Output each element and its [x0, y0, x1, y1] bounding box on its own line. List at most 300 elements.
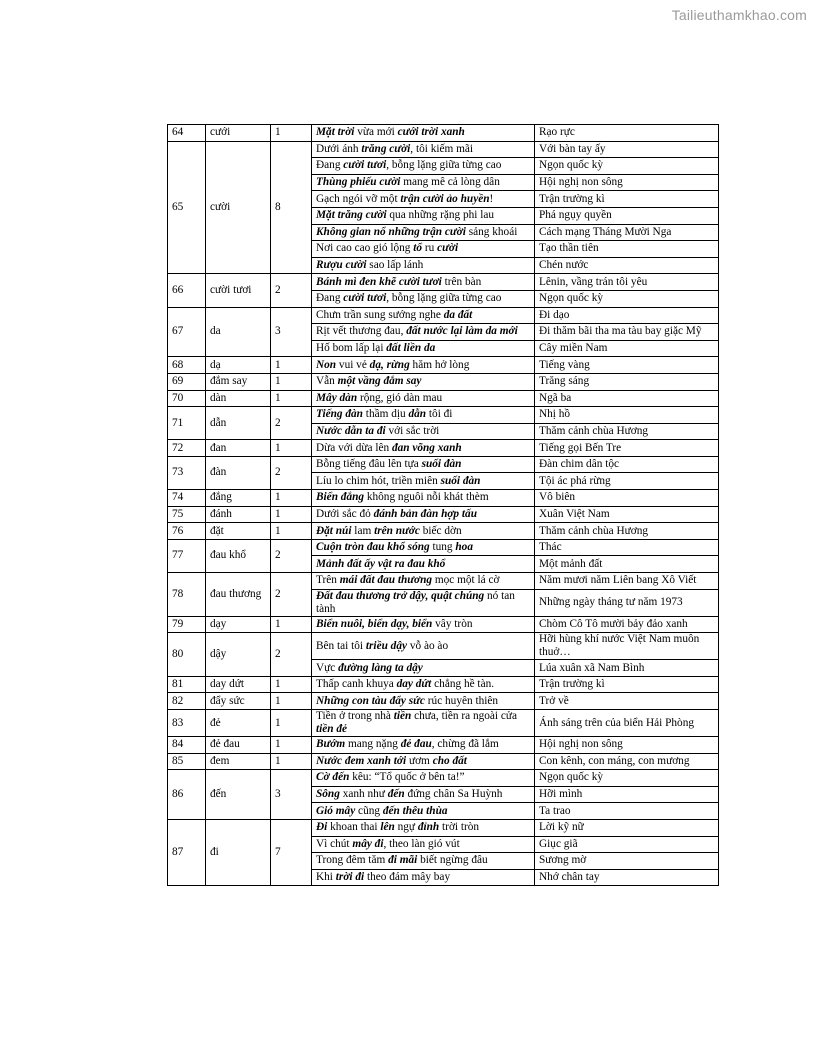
- entry-word: đẻ đau: [206, 737, 271, 754]
- line-text: mang nặng: [345, 738, 401, 751]
- line-text: Khi: [316, 871, 336, 884]
- line-text: biết ngừng đâu: [417, 854, 488, 867]
- poem-title: Tạo thần tiên: [535, 241, 719, 258]
- line-text: Dừa với dừa lên: [316, 441, 392, 454]
- line-text: vui vẻ: [336, 358, 370, 371]
- line-text: tôi đi: [426, 408, 453, 421]
- entry-count: 2: [271, 633, 312, 677]
- entry-count: 1: [271, 357, 312, 374]
- poem-title: Trận trường kì: [535, 191, 719, 208]
- entry-word: đặt: [206, 523, 271, 540]
- example-line: [312, 125, 535, 142]
- example-line: [312, 573, 535, 590]
- example-line: [312, 241, 535, 258]
- line-text: vỗ ào ào: [407, 639, 449, 652]
- poem-title: Đi dạo: [535, 307, 719, 324]
- table-row: [168, 456, 719, 473]
- example-line: [312, 853, 535, 870]
- line-text: Vì chút: [316, 837, 353, 850]
- entry-number: 83: [168, 710, 206, 737]
- poem-title: Chén nước: [535, 257, 719, 274]
- entry-word: đan: [206, 440, 271, 457]
- emphasized-phrase: Biển đắng: [316, 491, 365, 504]
- poem-title: Thăm cảnh chùa Hương: [535, 523, 719, 540]
- example-line: [312, 307, 535, 324]
- emphasized-phrase: cười tươi: [343, 159, 387, 172]
- emphasized-phrase: tổ: [413, 242, 423, 255]
- line-text: Líu lo chim hót, triền miên: [316, 474, 441, 487]
- table-row: [168, 506, 719, 523]
- line-text: với sắc trời: [385, 424, 440, 437]
- line-text: sảng khoái: [465, 225, 518, 238]
- emphasized-phrase: tiền: [393, 710, 412, 722]
- line-text: !: [489, 192, 494, 205]
- line-text: vừa mới: [354, 126, 398, 139]
- entry-word: dậy: [206, 633, 271, 677]
- emphasized-phrase: đỉnh: [417, 821, 440, 834]
- example-line: [312, 274, 535, 291]
- example-line: [312, 456, 535, 473]
- line-text: , theo làn gió vút: [383, 837, 460, 850]
- entry-number: 67: [168, 307, 206, 357]
- example-line: [312, 141, 535, 158]
- poem-title: Nhớ chân tay: [535, 869, 719, 886]
- emphasized-phrase: cưới trời xanh: [397, 126, 465, 139]
- entry-word: dạ: [206, 357, 271, 374]
- poem-title: Chòm Cô Tô mười bảy đảo xanh: [535, 616, 719, 633]
- line-text: chẳng hề tàn.: [431, 678, 495, 691]
- emphasized-phrase: Mặt trời: [316, 126, 355, 139]
- poem-title: Những ngày tháng tư năm 1973: [535, 589, 719, 616]
- entry-count: 1: [271, 737, 312, 754]
- example-line: [312, 753, 535, 770]
- example-line: [312, 207, 535, 224]
- watermark-text: Tailieuthamkhao.com: [671, 7, 807, 23]
- example-line: [312, 819, 535, 836]
- example-line: [312, 191, 535, 208]
- poem-title: Phá ngụy quyền: [535, 207, 719, 224]
- emphasized-phrase: trận cười ảo huyền: [400, 192, 490, 205]
- entry-count: 1: [271, 440, 312, 457]
- entry-count: 3: [271, 770, 312, 820]
- entry-count: 1: [271, 616, 312, 633]
- example-line: [312, 523, 535, 540]
- line-text: khoan thai: [327, 821, 381, 834]
- emphasized-phrase: day dứt: [396, 678, 432, 691]
- line-text: không nguôi nỗi khát thèm: [364, 491, 489, 504]
- table-row: [168, 573, 719, 590]
- line-text: Đang: [316, 292, 344, 305]
- entry-count: 1: [271, 676, 312, 693]
- example-line: [312, 660, 535, 677]
- poem-title: Ta trao: [535, 803, 719, 820]
- entry-word: đến: [206, 770, 271, 820]
- table-row: [168, 390, 719, 407]
- poem-title: Tội ác phá rừng: [535, 473, 719, 490]
- emphasized-phrase: mái đất đau thương: [339, 574, 433, 587]
- example-line: [312, 290, 535, 307]
- emphasized-phrase: đi mãi: [388, 854, 418, 867]
- line-text: , bỗng lặng giữa từng cao: [386, 159, 502, 172]
- poem-title: Đi thăm bãi tha ma tàu bay giặc Mỹ: [535, 324, 719, 341]
- example-line: [312, 407, 535, 424]
- emphasized-phrase: đất liền da: [386, 342, 436, 355]
- line-text: Rịt vết thương đau,: [316, 325, 407, 338]
- emphasized-phrase: trăng cười: [361, 142, 411, 155]
- emphasized-phrase: trời đi: [335, 871, 365, 884]
- example-line: [312, 786, 535, 803]
- emphasized-phrase: đất nước lại làm da mới: [406, 325, 518, 338]
- example-line: [312, 633, 535, 660]
- line-text: cũng: [355, 804, 383, 817]
- emphasized-phrase: đánh bản đàn hợp tấu: [373, 507, 477, 520]
- poem-title: Ngọn quốc kỳ: [535, 770, 719, 787]
- emphasized-phrase: Sông: [316, 788, 340, 801]
- poem-title: Đàn chim dân tộc: [535, 456, 719, 473]
- table-row: [168, 819, 719, 836]
- entry-word: cười: [206, 141, 271, 274]
- table-row: [168, 407, 719, 424]
- line-text: chưa, tiền ra ngoài cửa: [411, 710, 518, 722]
- line-text: mang mê cả lòng dân: [400, 176, 500, 189]
- poem-title: Con kênh, con máng, con mương: [535, 753, 719, 770]
- example-line: [312, 556, 535, 573]
- line-text: nó tan tành: [316, 589, 515, 615]
- example-line: [312, 423, 535, 440]
- entry-count: 1: [271, 753, 312, 770]
- line-text: , bỗng lặng giữa từng cao: [386, 292, 502, 305]
- emphasized-phrase: triều dậy: [365, 639, 407, 652]
- emphasized-phrase: hoa: [455, 541, 473, 554]
- example-line: [312, 836, 535, 853]
- emphasized-phrase: Gió mây: [316, 804, 356, 817]
- example-line: [312, 390, 535, 407]
- example-line: [312, 440, 535, 457]
- emphasized-phrase: da đất: [443, 308, 473, 321]
- emphasized-phrase: cho đất: [432, 754, 467, 767]
- emphasized-phrase: Mây dàn: [316, 391, 358, 404]
- entry-count: 1: [271, 523, 312, 540]
- table-row: [168, 440, 719, 457]
- example-line: [312, 324, 535, 341]
- table-row: [168, 770, 719, 787]
- example-line: [312, 224, 535, 241]
- entry-number: 64: [168, 125, 206, 142]
- entry-word: đẻ: [206, 710, 271, 737]
- table-row: [168, 307, 719, 324]
- example-line: [312, 473, 535, 490]
- entry-number: 80: [168, 633, 206, 677]
- table-row: [168, 753, 719, 770]
- entry-word: đánh: [206, 506, 271, 523]
- example-line: [312, 737, 535, 754]
- emphasized-phrase: đẻ đau: [400, 738, 432, 751]
- emphasized-phrase: Bánh mì đen khẽ cười tươi: [316, 275, 442, 288]
- emphasized-phrase: Bướm: [316, 738, 346, 751]
- example-line: [312, 373, 535, 390]
- entry-word: đau thương: [206, 573, 271, 617]
- table-row: [168, 373, 719, 390]
- emphasized-phrase: Mảnh đất ấy vật ra đau khổ: [316, 557, 446, 570]
- entry-word: đi: [206, 819, 271, 885]
- poem-title: Trận trường kì: [535, 676, 719, 693]
- poem-title: Hội nghị non sông: [535, 737, 719, 754]
- entry-count: 2: [271, 274, 312, 307]
- entry-count: 7: [271, 819, 312, 885]
- line-text: xanh như: [339, 788, 388, 801]
- table-row: [168, 274, 719, 291]
- entry-word: đắm say: [206, 373, 271, 390]
- line-text: ru: [422, 242, 438, 255]
- entry-word: dàn: [206, 390, 271, 407]
- entry-number: 70: [168, 390, 206, 407]
- poem-title: Hỡi mình: [535, 786, 719, 803]
- emphasized-phrase: suối đàn: [440, 474, 481, 487]
- poem-title: Năm mươi năm Liên bang Xô Viết: [535, 573, 719, 590]
- entry-word: day dứt: [206, 676, 271, 693]
- line-text: , chừng đã lắm: [431, 738, 499, 751]
- emphasized-phrase: đường làng ta dậy: [338, 661, 423, 674]
- poem-title: Ngọn quốc kỳ: [535, 290, 719, 307]
- emphasized-phrase: Những con tàu đẩy sức: [316, 694, 425, 707]
- poem-title: Nhị hồ: [535, 407, 719, 424]
- entry-count: 2: [271, 407, 312, 440]
- line-text: Nơi cao cao gió lộng: [316, 242, 414, 255]
- poem-title: Xuân Việt Nam: [535, 506, 719, 523]
- example-line: [312, 174, 535, 191]
- poem-title: Với bàn tay ấy: [535, 141, 719, 158]
- entry-number: 65: [168, 141, 206, 274]
- poem-title: Thăm cảnh chùa Hương: [535, 423, 719, 440]
- emphasized-phrase: Không gian nổ những trận cười: [316, 225, 466, 238]
- line-text: qua những rặng phi lau: [386, 209, 495, 222]
- example-line: [312, 589, 535, 616]
- entry-word: da: [206, 307, 271, 357]
- entry-word: đắng: [206, 490, 271, 507]
- example-line: [312, 158, 535, 175]
- poem-title: Ánh sáng trên của biển Hải Phòng: [535, 710, 719, 737]
- table-row: [168, 633, 719, 660]
- line-text: rộng, gió dàn mau: [357, 391, 443, 404]
- entry-word: dẫn: [206, 407, 271, 440]
- emphasized-phrase: mây đi: [352, 837, 384, 850]
- poem-title: Lênin, vầng trán tôi yêu: [535, 274, 719, 291]
- emphasized-phrase: Đi: [316, 821, 328, 834]
- entry-number: 76: [168, 523, 206, 540]
- emphasized-phrase: Non: [316, 358, 337, 371]
- emphasized-phrase: Đặt núi: [316, 524, 352, 537]
- entry-number: 86: [168, 770, 206, 820]
- entry-number: 85: [168, 753, 206, 770]
- table-row: [168, 539, 719, 556]
- table-row: [168, 676, 719, 693]
- example-line: [312, 770, 535, 787]
- line-text: Dưới ánh: [316, 142, 362, 155]
- poem-title: Hỡi hùng khí nước Việt Nam muôn thuở…: [535, 633, 719, 660]
- poem-title: Thác: [535, 539, 719, 556]
- poem-title: Một mảnh đất: [535, 556, 719, 573]
- line-text: Thấp canh khuya: [316, 678, 397, 691]
- table-row: [168, 141, 719, 158]
- entry-word: đàn: [206, 456, 271, 489]
- table-row: [168, 125, 719, 142]
- line-text: ngự: [394, 821, 418, 834]
- entry-number: 75: [168, 506, 206, 523]
- poem-title: Cách mạng Tháng Mười Nga: [535, 224, 719, 241]
- entry-count: 1: [271, 506, 312, 523]
- emphasized-phrase: Đất đau thương trở dậy, quật chúng: [316, 589, 485, 602]
- entry-number: 84: [168, 737, 206, 754]
- line-text: Dưới sắc đỏ: [316, 507, 374, 520]
- poem-title: Ngã ba: [535, 390, 719, 407]
- line-text: vây tròn: [432, 617, 473, 630]
- entry-count: 1: [271, 490, 312, 507]
- poem-title: Lúa xuân xã Nam Bình: [535, 660, 719, 677]
- emphasized-phrase: trên nước: [374, 524, 420, 537]
- example-line: [312, 357, 535, 374]
- entry-number: 79: [168, 616, 206, 633]
- entry-number: 82: [168, 693, 206, 710]
- example-line: [312, 506, 535, 523]
- poem-title: Cây miền Nam: [535, 340, 719, 357]
- table-body: [168, 125, 719, 886]
- entry-number: 73: [168, 456, 206, 489]
- poem-title: Rạo rực: [535, 125, 719, 142]
- entry-number: 71: [168, 407, 206, 440]
- line-text: Trong đêm tăm: [316, 854, 389, 867]
- entry-count: 1: [271, 693, 312, 710]
- example-line: [312, 257, 535, 274]
- line-text: sao lấp lánh: [366, 259, 424, 272]
- emphasized-phrase: Tiếng đàn: [316, 408, 363, 421]
- entry-word: cưới: [206, 125, 271, 142]
- entry-number: 78: [168, 573, 206, 617]
- entry-number: 66: [168, 274, 206, 307]
- emphasized-phrase: Rượu cười: [316, 259, 367, 272]
- emphasized-phrase: tiền đẻ: [316, 723, 348, 735]
- line-text: thầm dịu: [362, 408, 409, 421]
- example-line: [312, 693, 535, 710]
- emphasized-phrase: cười: [437, 242, 459, 255]
- example-line: [312, 539, 535, 556]
- emphasized-phrase: dẫn: [408, 408, 427, 421]
- emphasized-phrase: cười tươi: [343, 292, 387, 305]
- entry-word: đẩy sức: [206, 693, 271, 710]
- poem-title: Tiếng gọi Bến Tre: [535, 440, 719, 457]
- entry-count: 3: [271, 307, 312, 357]
- emphasized-phrase: lên: [380, 821, 395, 834]
- poem-title: Sương mờ: [535, 853, 719, 870]
- line-text: Vực: [316, 661, 339, 674]
- line-text: Bên tai tôi: [316, 639, 366, 652]
- table-row: [168, 616, 719, 633]
- emphasized-phrase: Cuộn tròn đau khổ sóng: [316, 541, 430, 554]
- line-text: ươm: [406, 754, 433, 767]
- poem-title: Trăng sáng: [535, 373, 719, 390]
- line-text: Hố bom lấp lại: [316, 342, 387, 355]
- line-text: đứng chân Sa Huỳnh: [404, 788, 503, 801]
- poem-title: Giục giã: [535, 836, 719, 853]
- line-text: biếc dờn: [419, 524, 462, 537]
- entry-count: 1: [271, 125, 312, 142]
- line-text: Gạch ngói vỡ một: [316, 192, 401, 205]
- entry-count: 1: [271, 710, 312, 737]
- line-text: theo đám mây bay: [364, 871, 451, 884]
- table-row: [168, 357, 719, 374]
- poem-title: Hội nghị non sông: [535, 174, 719, 191]
- example-line: [312, 676, 535, 693]
- line-text: tung: [429, 541, 456, 554]
- line-text: lam: [351, 524, 375, 537]
- emphasized-phrase: Nước dẫn ta đi: [316, 424, 386, 437]
- emphasized-phrase: suối đàn: [421, 458, 462, 471]
- line-text: Vẫn: [316, 375, 338, 388]
- line-text: Tiền ở trong nhà: [316, 710, 394, 722]
- entry-count: 1: [271, 390, 312, 407]
- line-text: rúc huyên thiên: [424, 694, 499, 707]
- line-text: hăm hở lòng: [409, 358, 470, 371]
- entry-number: 72: [168, 440, 206, 457]
- table-row: [168, 523, 719, 540]
- line-text: mọc một lá cờ: [432, 574, 500, 587]
- poem-title: Vô biên: [535, 490, 719, 507]
- line-text: , tôi kiếm mãi: [410, 142, 474, 155]
- poem-title: Tiếng vàng: [535, 357, 719, 374]
- emphasized-phrase: đan võng xanh: [391, 441, 462, 454]
- example-line: [312, 340, 535, 357]
- emphasized-phrase: Biển nuôi, biển dạy, biển: [316, 617, 433, 630]
- emphasized-phrase: Cờ đến: [316, 771, 350, 784]
- example-line: [312, 490, 535, 507]
- emphasized-phrase: đến: [387, 788, 405, 801]
- example-line: [312, 710, 535, 737]
- entry-number: 69: [168, 373, 206, 390]
- table-row: [168, 490, 719, 507]
- emphasized-phrase: Nước đem xanh tới: [316, 754, 407, 767]
- entry-number: 77: [168, 539, 206, 572]
- entry-word: đau khổ: [206, 539, 271, 572]
- entry-count: 1: [271, 373, 312, 390]
- poem-title: Ngọn quốc kỳ: [535, 158, 719, 175]
- entry-word: đem: [206, 753, 271, 770]
- poem-title: Trở về: [535, 693, 719, 710]
- table-row: [168, 737, 719, 754]
- entry-number: 87: [168, 819, 206, 885]
- entry-word: dạy: [206, 616, 271, 633]
- entry-number: 68: [168, 357, 206, 374]
- line-text: Bỗng tiếng đâu lên tựa: [316, 458, 422, 471]
- example-line: [312, 869, 535, 886]
- emphasized-phrase: đến thêu thùa: [382, 804, 448, 817]
- table-row: [168, 693, 719, 710]
- example-line: [312, 616, 535, 633]
- table-row: [168, 710, 719, 737]
- line-text: kêu: “Tổ quốc ở bên ta!”: [349, 771, 465, 784]
- entry-number: 81: [168, 676, 206, 693]
- poem-title: Lời kỹ nữ: [535, 819, 719, 836]
- entry-number: 74: [168, 490, 206, 507]
- line-text: Chưn trần sung sướng nghe: [316, 308, 444, 321]
- entry-count: 2: [271, 573, 312, 617]
- line-text: trên bàn: [441, 275, 482, 288]
- word-frequency-table: [167, 124, 719, 886]
- entry-count: 2: [271, 539, 312, 572]
- entry-word: cười tươi: [206, 274, 271, 307]
- entry-count: 8: [271, 141, 312, 274]
- line-text: Đang: [316, 159, 344, 172]
- entry-count: 2: [271, 456, 312, 489]
- emphasized-phrase: một vầng đắm say: [337, 375, 422, 388]
